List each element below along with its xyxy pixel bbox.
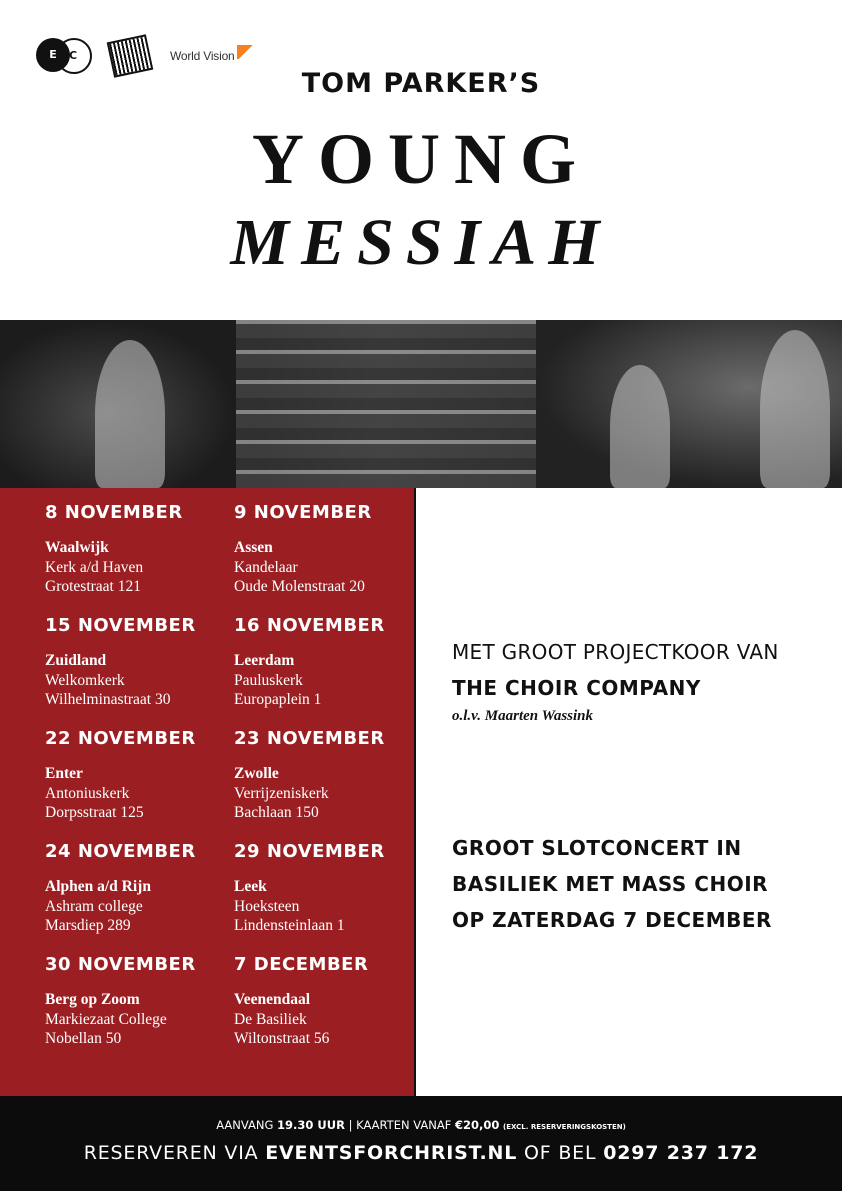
poster-title-line1: YOUNG (252, 119, 590, 199)
tour-date: 7 DECEMBER (234, 954, 369, 975)
tour-street: Dorpsstraat 125 (45, 804, 144, 821)
tour-date: 29 NOVEMBER (234, 841, 385, 862)
tour-date-entry (45, 841, 225, 954)
ticket-price-note: (EXCL. RESERVERINGSKOSTEN) (503, 1123, 626, 1131)
tour-date: 30 NOVEMBER (45, 954, 196, 975)
phone-number[interactable]: 0297 237 172 (603, 1142, 759, 1164)
tour-street: Bachlaan 150 (234, 804, 319, 821)
tour-city: Veenendaal (234, 991, 311, 1008)
tour-city: Zuidland (45, 652, 107, 669)
tour-date: 22 NOVEMBER (45, 728, 196, 749)
poster-kicker: TOM PARKER’S (301, 68, 541, 99)
tour-venue: Ashram college (45, 898, 143, 915)
tour-date: 16 NOVEMBER (234, 615, 385, 636)
tour-date-entry (234, 841, 414, 954)
tour-city: Assen (234, 539, 273, 556)
tour-street: Marsdiep 289 (45, 917, 131, 934)
world-vision-label: World Vision (170, 49, 235, 63)
tour-date-entry (234, 615, 414, 728)
footer-bar (0, 1096, 842, 1191)
tour-date-entry (234, 728, 414, 841)
tour-venue: Antoniuskerk (45, 785, 130, 802)
website-link[interactable]: EVENTSFORCHRIST.NL (265, 1142, 518, 1164)
tour-city: Alphen a/d Rijn (45, 878, 151, 895)
tour-date-entry (234, 954, 414, 1067)
choir-director: o.l.v. Maarten Wassink (452, 708, 593, 724)
phone-label: OF BEL (524, 1142, 597, 1164)
tour-city: Leerdam (234, 652, 295, 669)
tour-date: 15 NOVEMBER (45, 615, 196, 636)
saxophonist-figure (95, 340, 165, 488)
tour-venue: Verrijzeniskerk (234, 785, 329, 802)
final-concert-line: BASILIEK MET MASS CHOIR (452, 872, 769, 896)
tour-street: Europaplein 1 (234, 691, 322, 708)
reserve-label: RESERVEREN VIA (83, 1142, 259, 1164)
tour-date-entry (45, 615, 225, 728)
tour-dates-left-column (45, 502, 225, 1067)
choir-intro: MET GROOT PROJECTKOOR VAN (452, 640, 779, 664)
final-concert-announcement (452, 830, 772, 938)
tour-date-entry (45, 728, 225, 841)
tour-venue: Hoeksteen (234, 898, 300, 915)
final-concert-line: GROOT SLOTCONCERT IN (452, 836, 742, 860)
panel-divider (414, 488, 416, 1096)
performance-photo-banner (0, 320, 842, 488)
tour-street: Grotestraat 121 (45, 578, 141, 595)
tour-street: Oude Molenstraat 20 (234, 578, 365, 595)
tour-city: Leek (234, 878, 267, 895)
ticket-info-line (0, 1118, 842, 1132)
tour-street: Wiltonstraat 56 (234, 1030, 330, 1047)
tour-city: Enter (45, 765, 83, 782)
start-time: 19.30 UUR (277, 1118, 345, 1132)
choir-name: THE CHOIR COMPANY (452, 676, 701, 700)
tour-date-entry (45, 502, 225, 615)
lead-singer-figure (760, 330, 830, 488)
tour-date: 8 NOVEMBER (45, 502, 183, 523)
tour-venue: Markiezaat College (45, 1011, 167, 1028)
tour-dates-right-column (234, 502, 414, 1067)
choir-photo (236, 320, 536, 488)
tour-city: Waalwijk (45, 539, 109, 556)
world-vision-star-icon (237, 45, 255, 59)
reservation-line (0, 1142, 842, 1164)
tour-date-entry (234, 502, 414, 615)
tour-venue: Pauluskerk (234, 672, 303, 689)
tour-city: Berg op Zoom (45, 991, 140, 1008)
tour-city: Zwolle (234, 765, 279, 782)
ticket-price-label: | KAARTEN VANAF (348, 1118, 452, 1132)
tour-street: Lindensteinlaan 1 (234, 917, 345, 934)
tour-venue: De Basiliek (234, 1011, 307, 1028)
start-time-label: AANVANG (216, 1118, 274, 1132)
tour-street: Wilhelminastraat 30 (45, 691, 171, 708)
world-vision-logo (170, 49, 255, 63)
concert-info (452, 640, 832, 932)
tour-date: 23 NOVEMBER (234, 728, 385, 749)
tour-date-entry (45, 954, 225, 1067)
tour-date: 24 NOVEMBER (45, 841, 196, 862)
ec-logo-left-circle: E (36, 38, 70, 72)
tour-street: Nobellan 50 (45, 1030, 122, 1047)
poster-title-line2: MESSIAH (230, 206, 612, 279)
tour-date: 9 NOVEMBER (234, 502, 372, 523)
tour-dates-panel (0, 488, 414, 1096)
ec-logo-right-letter: C (69, 49, 78, 62)
tour-venue: Kerk a/d Haven (45, 559, 144, 576)
singer-figure (610, 365, 670, 488)
tour-venue: Welkomkerk (45, 672, 125, 689)
final-concert-line: OP ZATERDAG 7 DECEMBER (452, 908, 772, 932)
tour-venue: Kandelaar (234, 559, 298, 576)
ticket-price: €20,00 (454, 1118, 500, 1132)
